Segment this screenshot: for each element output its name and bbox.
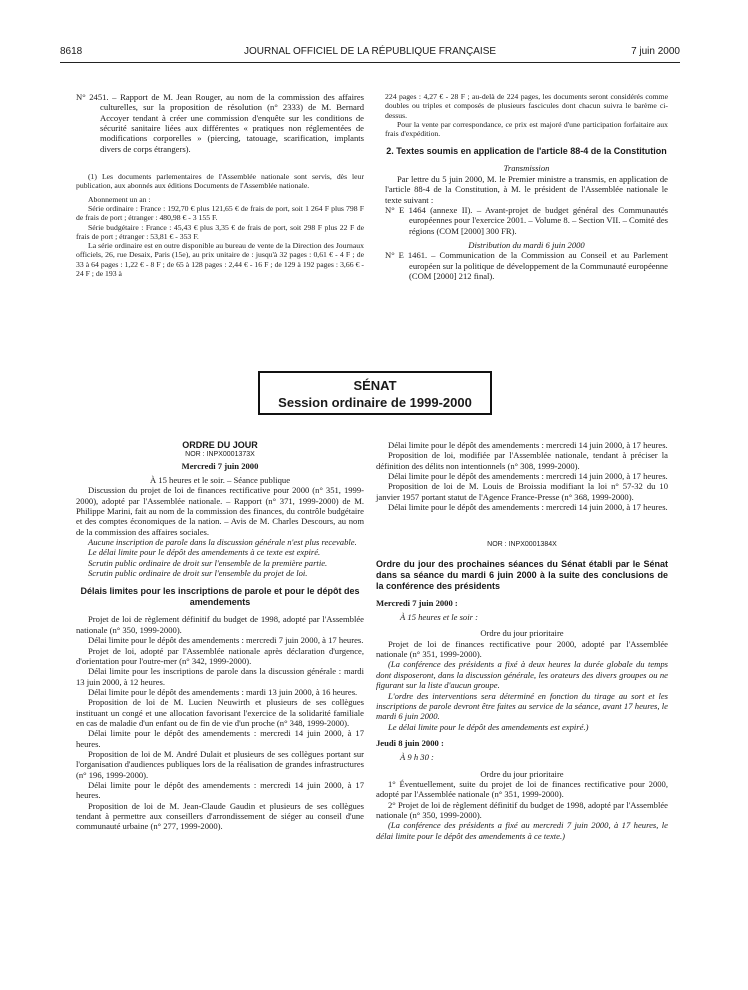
delai-neuwirth: Délai limite pour le dépôt des amendements : mercredi 14 juin 2000, à 17 heures. <box>76 728 364 749</box>
delai-broissia: Délai limite pour le dépôt des amendements : mercredi 14 juin 2000, à 17 heures. <box>388 502 668 513</box>
proposition-broissia: Proposition de loi de M. Louis de Broissia modifiant la loi n° 57-32 du 10 janvier 1957 portant statut de l'Agence France-Presse (n° 368, 1999-2000). <box>376 481 668 502</box>
senat-title: SÉNAT <box>353 378 397 393</box>
conference-duree: (La conférence des présidents a fixé à deux heures la durée globale du temps dont disposeront, dans la discussion générale, les orateurs des divers groupes ou ne figurant sur la liste d'aucun groupe. <box>376 659 668 691</box>
header-rule <box>60 62 680 63</box>
delai-gaudin: Délai limite pour le dépôt des amendements : mercredi 14 juin 2000, à 17 heures. <box>388 440 668 450</box>
top-left-column <box>76 92 364 278</box>
proposition-gaudin: Proposition de loi de M. Jean-Claude Gaudin et plusieurs de ses collègues tendant à permettre aux conseillers d'arrondissement de siéger au conseil d'une communauté urbaine (n° 277, 1999-2000). <box>76 800 364 832</box>
nor-reference: NOR : INPX0001373X <box>185 451 255 459</box>
delai-expire-2: Le délai limite pour le dépôt des amendements est expiré.) <box>388 721 589 732</box>
serie-ordinaire: Série ordinaire : France : 192,70 € plus 121,65 € de frais de port, soit 1 264 F plus 798 F de frais de port ; étranger : 480,98 € - 3 155 F. <box>76 203 364 223</box>
delai-amendements-outre-mer: Délai limite pour le dépôt des amendements : mardi 13 juin 2000, à 16 heures. <box>88 686 358 697</box>
proposition-dulait: Proposition de loi de M. André Dulait et plusieurs de ses collègues portant sur l'organisation d'audiences publiques lors de la réalisation de grandes infrastructures (n° 196, 1999-2000). <box>76 748 364 780</box>
session-subtitle: Session ordinaire de 1999-2000 <box>278 395 472 410</box>
distribution-label: Distribution du mardi 6 juin 2000 <box>468 239 585 250</box>
footnote-documents: (1) Les documents parlementaires de l'Assemblée nationale sont servis, dès leur publication, aux abonnés aux éditions Documents de l'Assemblée nationale. <box>76 172 364 191</box>
transmission-label: Transmission <box>503 163 550 174</box>
ordre-prioritaire-1: Ordre du jour prioritaire <box>480 628 564 639</box>
delai-reglement: Délai limite pour le dépôt des amendements : mercredi 7 juin 2000, à 17 heures. <box>88 635 364 646</box>
vente-bureau: La série ordinaire est en outre disponible au bureau de vente de la Direction des Journaux officiels, 26, rue Desaix, Paris (15e), au prix unitaire de : jusqu'à 32 pages : 0,61 € - 4 F ; de 33 à 64 pages : 1,22 € - 8 F ; de 65 à 128 pages : 2,44 € - 16 F ; de 129 à 192 pages : 3,66 € - 24 F ; de 193 à <box>76 241 364 279</box>
scrutin-premiere-partie: Scrutin public ordinaire de droit sur l'ensemble de la première partie. <box>88 557 328 568</box>
delai-delits: Délai limite pour le dépôt des amendements : mercredi 14 juin 2000, à 17 heures. <box>388 471 668 482</box>
ordre-du-jour-heading: ORDRE DU JOUR <box>182 440 258 450</box>
delais-heading: Délais limites pour les inscriptions de parole et pour le dépôt des amendements <box>80 586 360 608</box>
section-88-4-heading: 2. Textes soumis en application de l'article 88-4 de la Constitution <box>386 146 667 157</box>
seance-heures: À 15 heures et le soir. – Séance publique <box>149 475 291 486</box>
jeudi-heures: À 9 h 30 : <box>400 752 434 763</box>
page-number: 8618 <box>60 46 83 57</box>
ordre-prochaines-seances-heading: Ordre du jour des prochaines séances du Sénat établi par le Sénat dans sa séance du mardi 6 juin 2000 à la suite des conclusions de la conférence des présidents <box>376 558 668 591</box>
delai-parole-outre-mer: Délai limite pour les inscriptions de parole dans la discussion générale : mardi 13 juin 2000, à 12 heures. <box>76 666 364 687</box>
delai-dulait: Délai limite pour le dépôt des amendements : mercredi 14 juin 2000, à 17 heures. <box>76 779 364 801</box>
delai-expire: Le délai limite pour le dépôt des amendements à ce texte est expiré. <box>88 547 321 558</box>
plfr-2000: Projet de loi de finances rectificative pour 2000, adopté par l'Assemblée nationale (n° 351, 1999-2000). <box>376 638 668 660</box>
journal-title: JOURNAL OFFICIEL DE LA RÉPUBLIQUE FRANÇAISE <box>243 46 497 57</box>
conference-delai-amendements: (La conférence des présidents a fixé au mercredi 7 juin 2000, à 17 heures, le délai limite pour le dépôt des amendements à ce texte.) <box>376 820 668 841</box>
ordre-prioritaire-2: Ordre du jour prioritaire <box>480 768 564 779</box>
projet-outre-mer: Projet de loi, adopté par l'Assemblée nationale après déclaration d'urgence, d'orientation pour l'outre-mer (n° 342, 1999-2000). <box>76 645 364 666</box>
mercredi-7-juin: Mercredi 7 juin 2000 : <box>376 597 458 608</box>
nor-reference-2: NOR : INPX0001384X <box>487 541 557 549</box>
texte-e1461: N° E 1461. – Communication de la Commission au Conseil et au Parlement européen sur la politique de développement de la Communauté européenne (COM [2000] 212 final). <box>385 250 668 281</box>
scrutin-ensemble: Scrutin public ordinaire de droit sur l'ensemble du projet de loi. <box>88 568 308 579</box>
texte-e1464: N° E 1464 (annexe II). – Avant-projet de budget général des Communautés européennes pour l'exercice 2001. – Volume 8. – Section VII. – Comité des régions (COM [2000] 300 FR). <box>385 204 668 236</box>
abonnement-label: Abonnement un an : <box>88 194 151 204</box>
issue-date: 7 juin 2000 <box>631 46 680 57</box>
prix-suite: 224 pages : 4,27 € - 28 F ; au-delà de 224 pages, les documents seront considérés comme doubles ou triples et composés de plusieurs fascicules dont chacun suivra le barème ci-dessus. <box>385 92 668 120</box>
bottom-left-column <box>76 440 364 832</box>
bottom-right-column <box>376 440 668 841</box>
projet-reglement: Projet de loi de règlement définitif du budget de 1998, adopté par l'Assemblée nationale (n° 350, 1999-2000). <box>76 614 364 635</box>
serie-budgetaire: Série budgétaire : France : 45,43 € plus 3,35 € de frais de port, soit 298 F plus 22 F de frais de port ; étranger : 53,81 € - 353 F. <box>76 222 364 241</box>
mercredi-heading: Mercredi 7 juin 2000 <box>181 460 259 471</box>
jeudi-8-juin: Jeudi 8 juin 2000 : <box>376 737 444 748</box>
rapport-2451: N° 2451. – Rapport de M. Jean Rouger, au nom de la commission des affaires culturelles, sur la proposition de résolution (n° 2333) de M. Bernard Accoyer tendant à créer une commission d'enquête sur les conditions de sécurité sanitaire liées aux différentes « pratiques non réglementées de modifications corporelles » (piercing, tatouage, scarification, implants divers de corps étrangers). <box>76 92 364 154</box>
top-right-column <box>385 92 668 281</box>
senat-title-box <box>258 371 492 415</box>
discussion-plfr: Discussion du projet de loi de finances rectificative pour 2000 (n° 351, 1999-2000), adopté par l'Assemblée nationale. – Rapport (n° 371, 1999-2000) de M. Philippe Marini, fait au nom de la commission des finances, du contrôle budgétaire et des comptes économiques de la nation. – Avis de M. Charles Descours, au nom de la commission des affaires sociales. <box>76 485 364 537</box>
proposition-delits: Proposition de loi, modifiée par l'Assemblée nationale, tendant à préciser la définition des délits non intentionnels (n° 308, 1999-2000). <box>376 450 668 471</box>
lettre-premier-ministre: Par lettre du 5 juin 2000, M. le Premier ministre a transmis, en application de l'article 88-4 de la Constitution, à M. le président de l'Assemblée nationale le texte suivant : <box>385 173 668 205</box>
jeudi-item-1: 1° Éventuellement, suite du projet de loi de finances rectificative pour 2000, adopté par l'Assemblée nationale (n° 351, 1999-2000). <box>376 778 668 800</box>
proposition-neuwirth: Proposition de loi de M. Lucien Neuwirth et plusieurs de ses collègues instituant un congé et une allocation favorisant l'exercice de la solidarité familiale en cas de maladie d'un enfant ou de fin de vie d'un proche (n° 348, 1999-2000). <box>76 697 364 728</box>
mercredi-heures: À 15 heures et le soir : <box>400 612 478 623</box>
aucune-inscription: Aucune inscription de parole dans la discussion générale n'est plus recevable. <box>88 537 357 548</box>
vente-correspondance: Pour la vente par correspondance, ce prix est majoré d'une participation forfaitaire aux frais d'expédition. <box>385 119 668 139</box>
page-header <box>60 46 680 60</box>
ordre-interventions: L'ordre des interventions sera déterminé en fonction du tirage au sort et les inscriptions de parole devront être faites au service de la séance, avant 17 heures, le mardi 6 juin 2000. <box>376 690 668 722</box>
jeudi-item-2: 2° Projet de loi de règlement définitif du budget de 1998, adopté par l'Assemblée nationale (n° 350, 1999-2000). <box>376 799 668 820</box>
